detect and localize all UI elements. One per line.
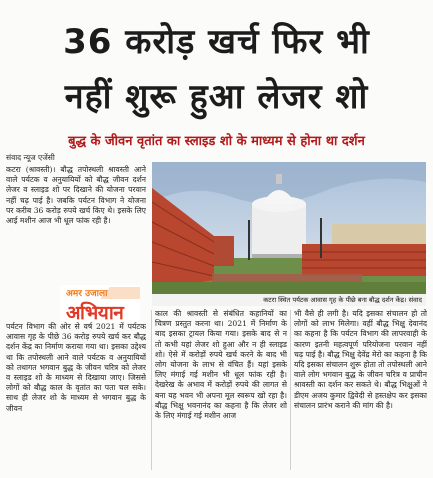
- article-column-2: [155, 309, 287, 474]
- logo-top-text: अमर उजाला: [66, 289, 108, 299]
- article-column-1-bottom: [6, 322, 146, 474]
- article-paragraph: पर्यटन विभाग की ओर से वर्ष 2021 में पर्यटक आवास गृह के पीछे 36 करोड़ रुपये खर्च कर बौद्ध दर्शन केंद्र का निर्माण कराया गया था। इसका उद्देश्य था कि तपोस्थली आने वाले पर्यटक व अनुयायियों को तथागत भगवान बुद्ध के जीवन चरित्र को लेजर व स्लाइड शो के माध्यम से दिखाया जाए। जिससे लोगों को बौद्ध काल के वृतांत का पता चल सके। साथ ही लेजर शो के माध्यम से भगवान बुद्ध के जीवन: [6, 322, 146, 413]
- column-divider: [151, 310, 152, 470]
- subheadline: बुद्ध के जीवन वृतांत का स्लाइड शो के माध्यम से होना था दर्शन: [68, 134, 365, 149]
- article-column-3: [294, 309, 427, 474]
- logo-brand-text: अभियान: [66, 302, 124, 324]
- amar-ujala-abhiyan-logo: [60, 285, 140, 323]
- article-paragraph: काल की श्रावस्ती से संबंधित कहानियों का चित्रण प्रस्तुत करना था। 2021 में निर्माण के बाद इसका ट्रायल किया गया। इसके बाद से न तो कभी यहां लेजर शो हुआ और न ही स्लाइड शो। ऐसे में करोड़ों रुपये खर्च करने के बाद भी लोग योजना के लाभ से वंचित हैं। यहां इसके लिए मंगाई गई मशीन भी धूल फांक रही है। देखरेख के अभाव में करोड़ों रुपये की लागत से बना यह भवन भी अपना मूल स्वरूप खो रहा है। बौद्ध भिक्षु भवनानंद का कहना है कि लेजर शो के लिए मंगाई गई मशीन आज: [155, 309, 287, 421]
- article-paragraph: कटरा (श्रावस्ती)। बौद्ध तपोस्थली श्रावस्ती आने वाले पर्यटक व अनुयायियों को बौद्ध जीवन दर्शन लेजर व स्लाइड शो पर दिखाने की योजना परवान नहीं चढ़ पाई है। जबकि पर्यटन विभाग ने योजना पर करीब 36 करोड़ रुपये खर्च किए थे। इसके लिए आई मशीन आज भी धूल फांक रही है।: [6, 165, 146, 226]
- headline-line-2: नहीं शुरू हुआ लेजर शो: [64, 77, 369, 117]
- article-paragraph: भी वैसे ही लगी है। यदि इसका संचालन हो तो लोगों को लाभ मिलेगा। वहीं बौद्ध भिक्षु देवानंद का कहना है कि पर्यटन विभाग की लापरवाही के कारण इतनी महत्वपूर्ण परियोजना परवान नहीं चढ़ पाई है। बौद्ध भिक्षु देवेंद्र मेरो का कहना है कि यदि इसका संचालन शुरू होता तो तपोस्थली आने वाले लोग भगवान बुद्ध के जीवन चरित्र व प्राचीन श्रावस्ती का दर्शन कर सकते थे। बौद्ध भिक्षुओं ने डीएम अजय कुमार द्विवेदी से हस्तक्षेप कर इसका संचालन प्रारंभ कराने की मांग की है।: [294, 309, 427, 410]
- photo-caption: कटरा स्थित पर्यटक आवास गृह के पीछे बना बौद्ध दर्शन केंद्र। संवाद: [152, 294, 426, 306]
- headline-line-1: 36 करोड़ खर्च फिर भी: [63, 22, 370, 62]
- agency-byline: संवाद न्यूज एजेंसी: [6, 153, 55, 162]
- article-column-1-top: [6, 165, 146, 283]
- news-photo: [152, 162, 426, 294]
- column-divider: [290, 310, 291, 470]
- buddha-darshan-centre-photo: [152, 162, 426, 294]
